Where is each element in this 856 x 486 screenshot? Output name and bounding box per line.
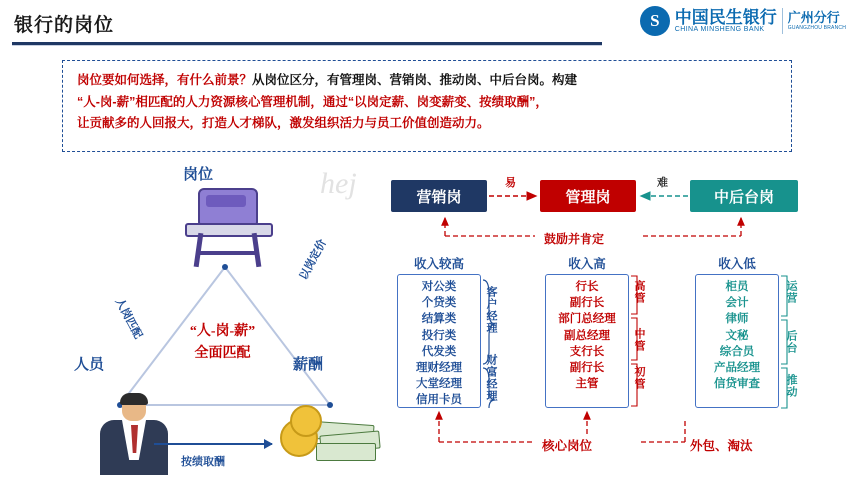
triangle-right-label: 薪酬: [293, 356, 324, 373]
intro-line1-rest: 从岗位区分，有管理岗、营销岗、推动岗、中后台岗。构建: [252, 73, 578, 87]
column-header-income-higher: 收入较高: [413, 257, 464, 271]
employee-avatar-icon: [92, 393, 176, 475]
list-item: 信贷审查: [714, 378, 760, 391]
logo-text-block: [675, 9, 777, 34]
intro-line-3: 让贡献多的人回报大，打造人才梯队，激发组织活力与员工价值创造动力。: [77, 116, 490, 130]
triangle-top-label: 岗位: [183, 166, 214, 183]
slide-header: [0, 0, 856, 48]
intro-line-1: [77, 70, 777, 92]
side-label-back-office: 后台: [785, 330, 797, 354]
list-item: 文秘: [725, 329, 749, 342]
list-item: 主管: [575, 378, 599, 391]
triangle-center-line-1: “人-岗-薪”: [189, 324, 256, 339]
box-management-post[interactable]: 管理岗: [540, 180, 636, 212]
column-header-income-low: 收入低: [718, 257, 756, 271]
list-item: 理财经理: [416, 362, 462, 375]
list-item: 行长: [575, 281, 599, 293]
list-back-office-roles: [695, 274, 779, 408]
money-icon: [278, 403, 378, 473]
triangle-center-text: [150, 321, 295, 365]
watermark-text: hej: [320, 167, 357, 200]
side-label-wealth-manager: 财富经理: [485, 354, 497, 402]
side-label-promotion: 推动: [785, 374, 797, 398]
triangle-diagram: [50, 155, 380, 480]
header-rule-thin: [12, 45, 602, 46]
side-label-customer-manager: 客户经理: [485, 286, 497, 334]
triangle-left-label: 人员: [74, 356, 105, 373]
list-item: 信用卡员: [416, 394, 462, 407]
list-management-roles: [545, 274, 629, 408]
logo-branch-en: GUANGZHOU BRANCH: [787, 24, 846, 31]
logo-bank-name-cn: 中国民生银行: [674, 7, 777, 27]
list-item: 对公类: [421, 281, 457, 293]
list-item: 支行长: [569, 345, 605, 358]
side-label-junior-management: 初管: [633, 366, 645, 390]
list-item: 个贷类: [421, 297, 457, 310]
list-item: 副行长: [569, 297, 605, 310]
logo-divider: [782, 8, 783, 34]
side-label-middle-management: 中管: [633, 328, 645, 352]
label-hard: 难: [657, 177, 668, 189]
minsheng-logo-icon: S: [640, 6, 670, 36]
list-item: 副行长: [569, 362, 605, 375]
list-item: 投行类: [421, 329, 457, 342]
intro-line-2: “人-岗-薪”相匹配的人力资源核心管理机制，通过“以岗定薪、岗变薪变、按绩取酬”，: [77, 94, 548, 109]
bank-logo: [640, 6, 846, 36]
label-outsource-eliminate: 外包、淘汰: [690, 439, 753, 453]
list-item: 大堂经理: [416, 378, 462, 391]
career-flow-diagram: [385, 168, 850, 480]
page-title: 银行的岗位: [14, 15, 115, 36]
side-label-operations: 运营: [785, 280, 797, 304]
list-item: 综合员: [719, 345, 755, 358]
list-item: 会计: [725, 297, 749, 310]
list-item: 副总经理: [564, 329, 610, 342]
logo-branch-block: [788, 11, 846, 31]
label-easy: 易: [505, 177, 516, 189]
triangle-right-side-label: 以岗定价: [297, 237, 329, 283]
triangle-left-side-label: 人岗匹配: [112, 296, 145, 341]
intro-question: 岗位要如何选择，有什么前景？: [77, 73, 253, 87]
list-item: 柜员: [725, 281, 749, 293]
label-encourage: 鼓励并肯定: [540, 230, 608, 247]
list-item: 律师: [725, 313, 749, 326]
logo-bank-name-en: CHINA MINSHENG BANK: [674, 26, 765, 34]
box-marketing-post[interactable]: 营销岗: [391, 180, 487, 212]
list-item: 代发类: [421, 345, 457, 358]
column-header-income-high: 收入高: [568, 257, 606, 271]
triangle-bottom-label: 按绩取酬: [181, 456, 225, 468]
list-marketing-roles: [397, 274, 481, 408]
box-middle-back-office-post[interactable]: 中后台岗: [690, 180, 798, 212]
label-core-posts: 核心岗位: [537, 436, 597, 454]
list-item: 结算类: [421, 313, 457, 326]
list-item: 部门总经理: [558, 313, 616, 326]
triangle-center-line-2: 全面匹配: [194, 346, 251, 361]
intro-callout-box: [62, 60, 792, 152]
side-label-senior-management: 高管: [633, 280, 645, 304]
logo-branch-cn: 广州分行: [787, 10, 840, 26]
list-item: 产品经理: [714, 362, 760, 375]
pay-for-performance-arrow: [154, 443, 272, 445]
